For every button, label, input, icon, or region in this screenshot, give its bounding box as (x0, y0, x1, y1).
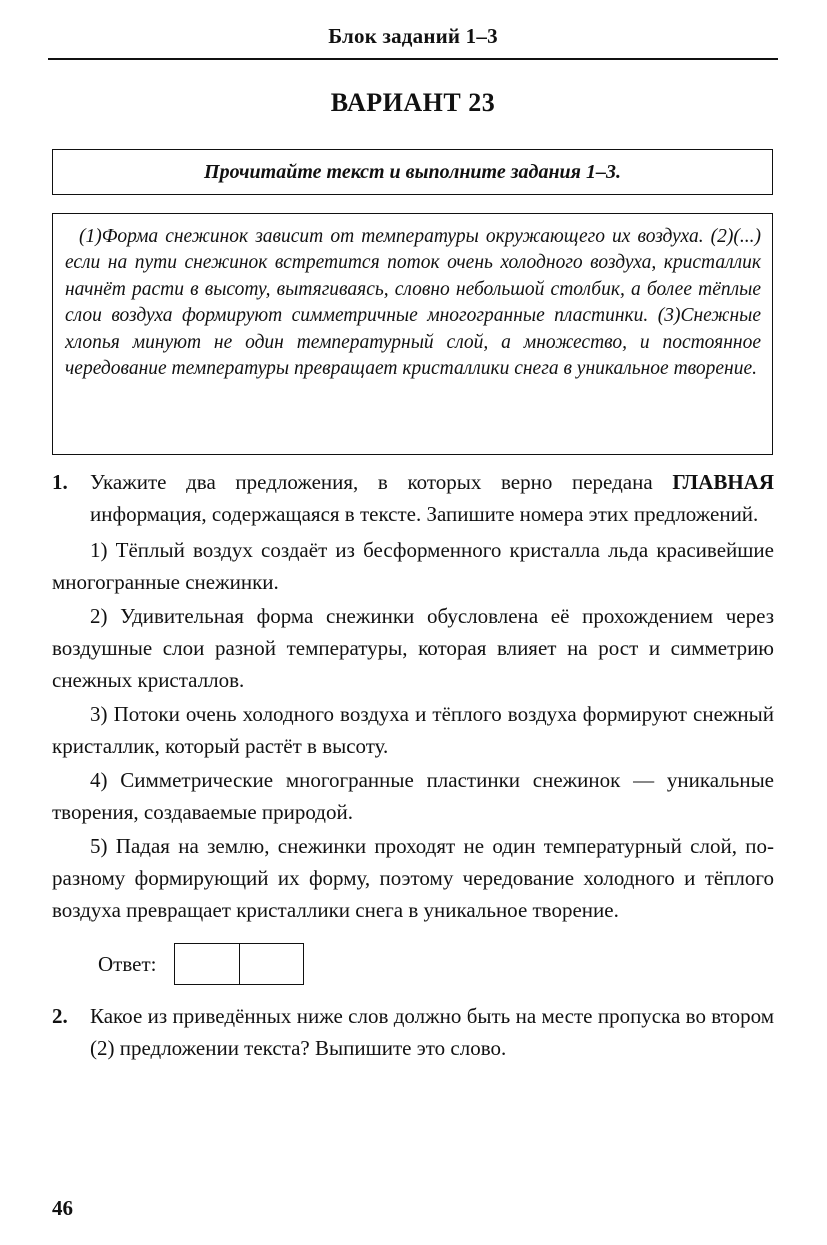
variant-title: ВАРИАНТ 23 (330, 88, 496, 117)
answer-box-1[interactable] (175, 944, 239, 984)
reading-passage (52, 213, 773, 455)
answer-label: Ответ: (98, 952, 157, 976)
task-1-option-5: 5) Падая на землю, снежинки проходят не один температурный слой, по-разному формирующий их форму, поэтому чередование холодного и тёплого воздуха превращает кристаллики снега в уникальное творение. (52, 834, 774, 922)
task-1-option-3: 3) Потоки очень холодного воздуха и тёплого воздуха формируют снежный кристаллик, который растёт в высоту. (52, 702, 774, 758)
header-divider (48, 58, 778, 60)
tasks-section (52, 466, 774, 1064)
page-number: 46 (52, 1196, 73, 1220)
instruction-box (52, 149, 773, 195)
block-title: Блок заданий 1–3 (328, 24, 498, 48)
instruction-text: Прочитайте текст и выполните задания 1–3. (204, 160, 621, 183)
task-1-options (52, 534, 774, 926)
task-1-prompt-emphasis: ГЛАВНАЯ (672, 470, 774, 494)
task-1 (52, 466, 774, 530)
task-1-prompt-end: информация, содержащаяся в тексте. Запишите номера этих предложений. (90, 502, 759, 526)
task-1-option-1: 1) Тёплый воздух создаёт из бесформенного кристалла льда красивейшие многогранные снежинки. (52, 538, 774, 594)
task-1-prompt-start: Укажите два предложения, в которых верно передана (90, 470, 673, 494)
answer-box-2[interactable] (239, 944, 303, 984)
task-1-prompt (90, 466, 774, 530)
task-2-prompt: Какое из приведённых ниже слов должно быть на месте пропуска во втором (2) предложении текста? Выпишите это слово. (90, 1004, 774, 1060)
task-1-option-2: 2) Удивительная форма снежинки обусловлена её прохождением через воздушные слои разной температуры, которая влияет на рост и симметрию снежных кристаллов. (52, 604, 774, 692)
answer-boxes (174, 943, 304, 985)
task-2 (52, 1000, 774, 1064)
task-1-answer-row (98, 942, 774, 986)
task-2-number: 2. (52, 1004, 68, 1028)
task-1-number: 1. (52, 470, 68, 494)
passage-text: (1)Форма снежинок зависит от температуры окружающего их воздуха. (2)(...) если на пути снежинок встретится поток очень холодного воздуха, кристаллик начнёт расти в высоту, вытягиваясь, словно небольшой столбик, а более тёплые слои воздуха формируют симметричные многогранные пластинки. (3)Снежные хлопья минуют не один температурный слой, а множество, и постоянное чередование температуры превращает кристаллики снега в уникальное творение. (65, 226, 761, 380)
task-1-option-4: 4) Симметрические многогранные пластинки снежинок — уникальные творения, создаваемые природой. (52, 768, 774, 824)
